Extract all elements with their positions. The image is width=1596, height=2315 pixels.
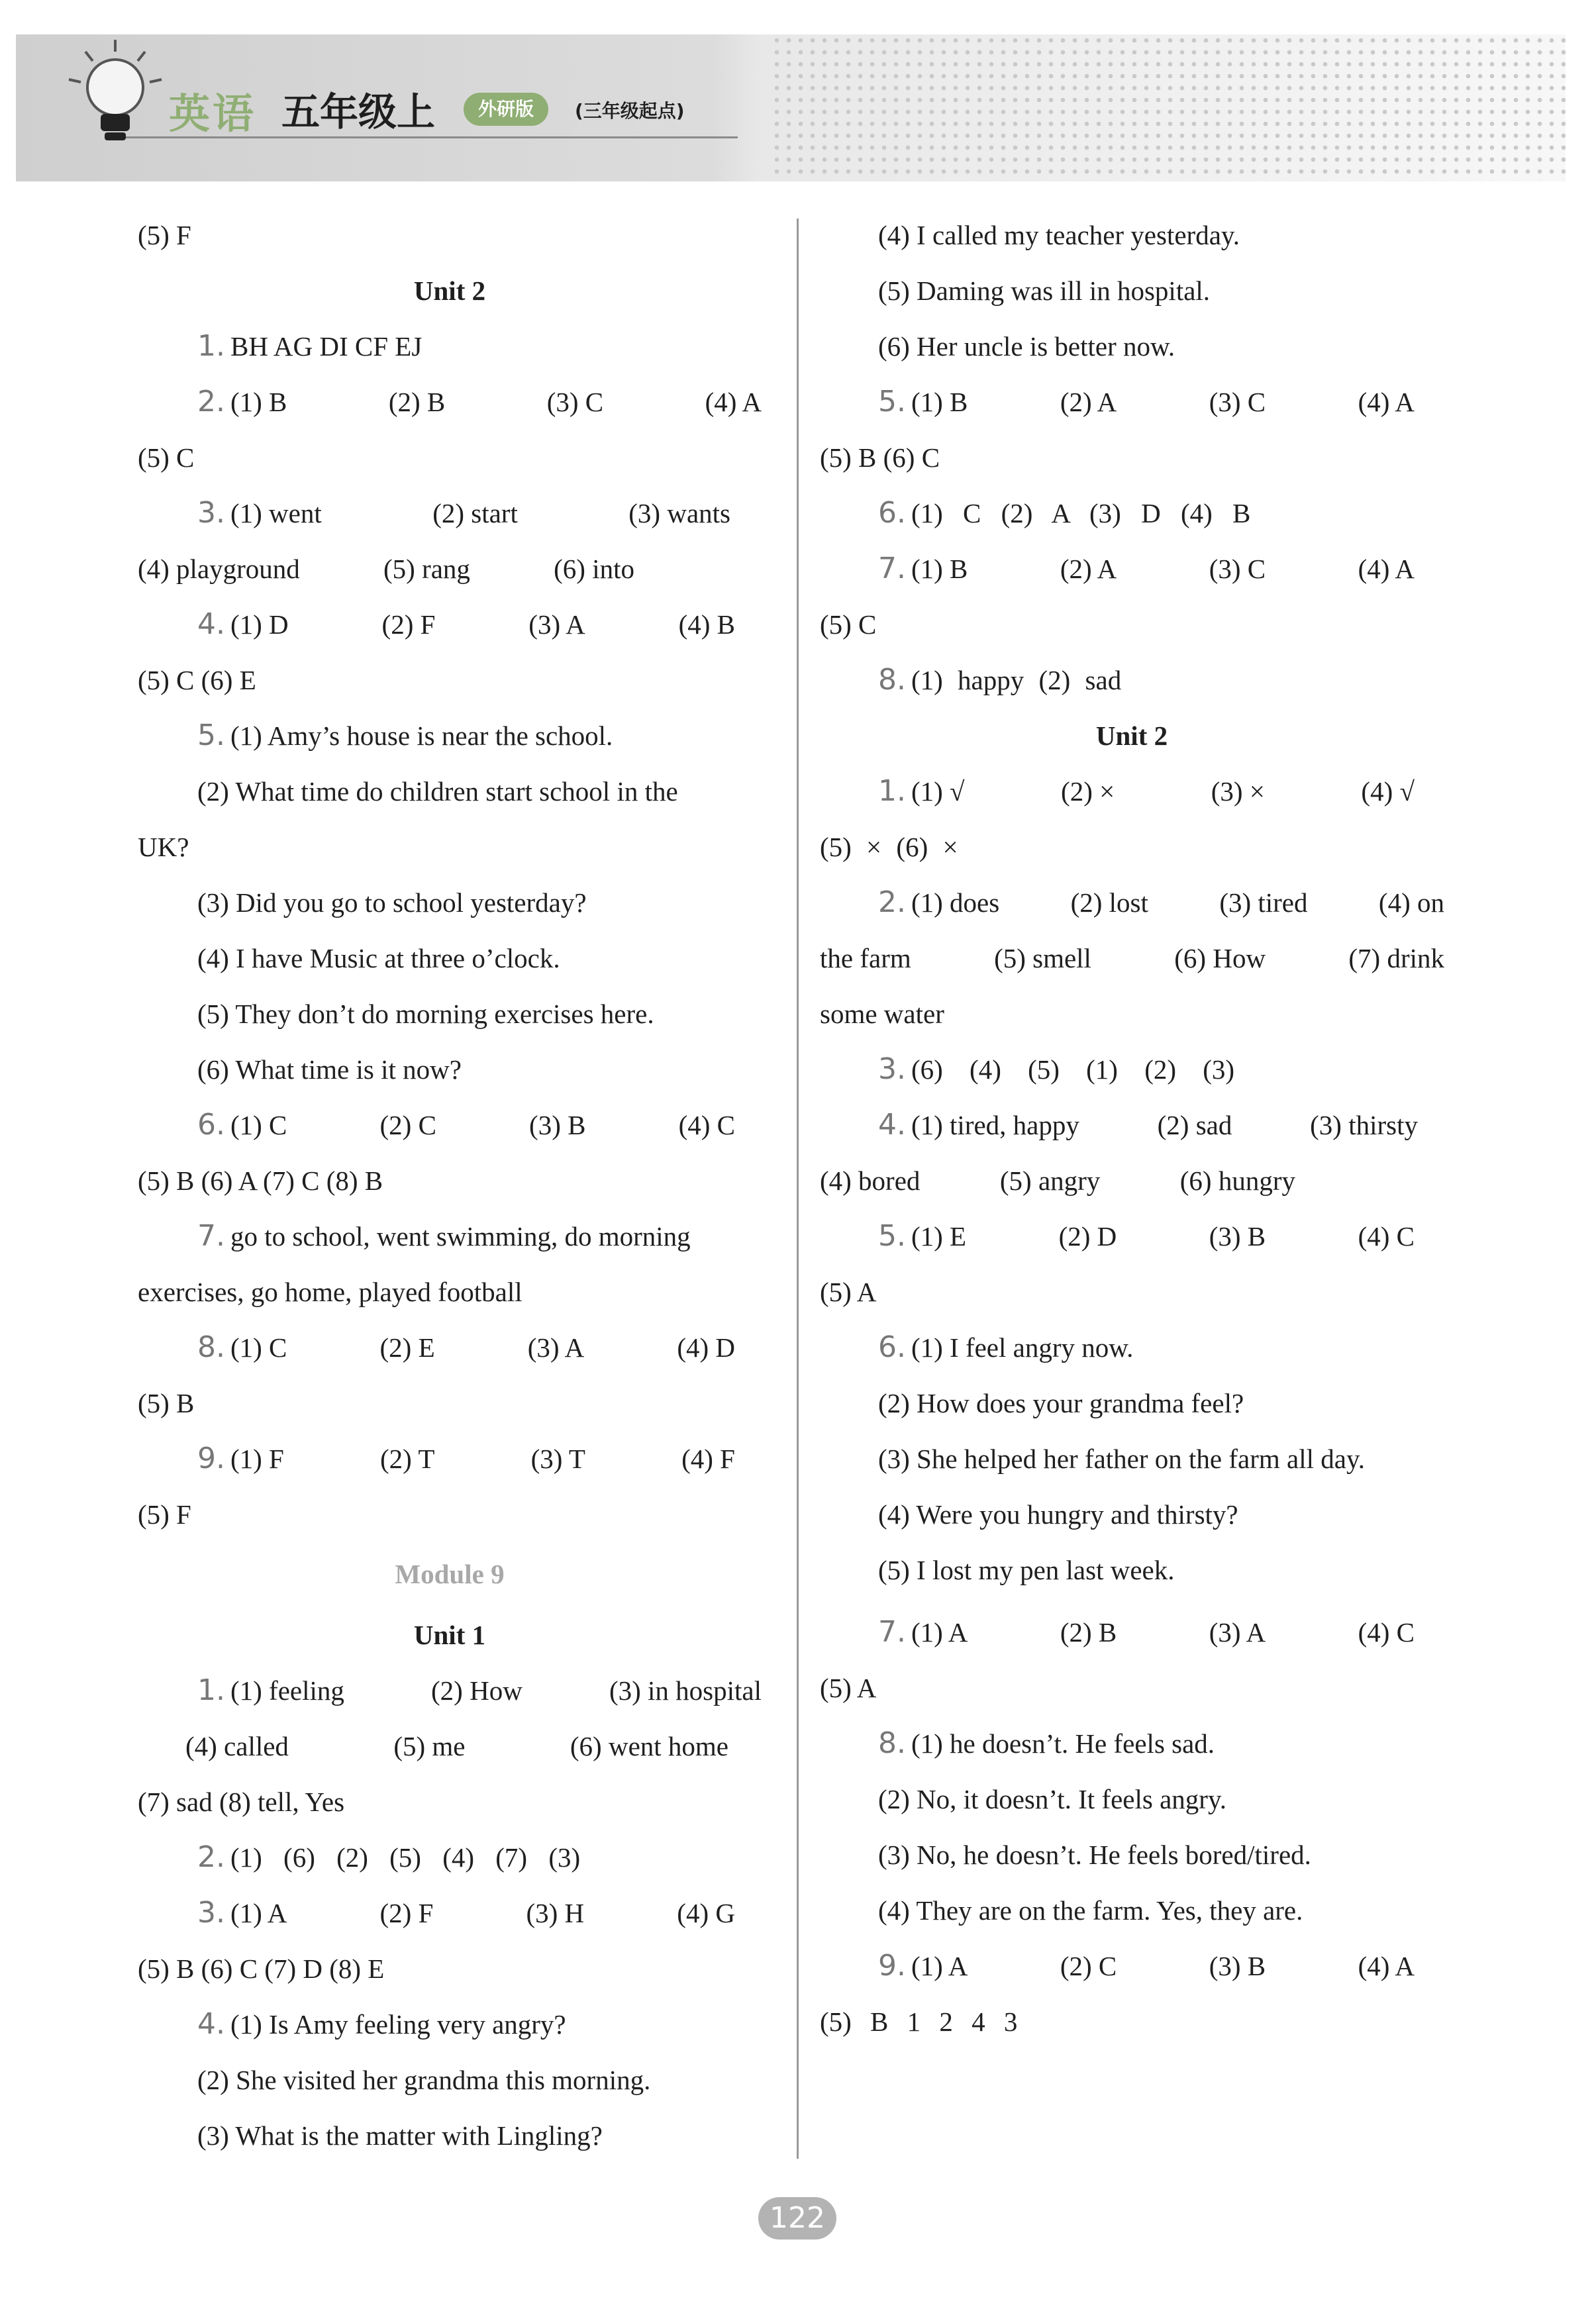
- answer-item: (3) B: [1209, 1951, 1266, 1981]
- question-1: [197, 330, 422, 363]
- answer-line: (4) I called my teacher yesterday.: [878, 220, 1240, 250]
- answer-line: (5) B (6) C: [820, 442, 940, 473]
- question-number: 6.: [197, 1108, 225, 1142]
- answer-item: (4) F: [681, 1444, 735, 1474]
- answer-item: (1) A: [230, 1898, 287, 1928]
- answer-item: (3) C: [1209, 554, 1266, 584]
- answer-line: some water: [820, 999, 944, 1029]
- answer-line: (2) She visited her grandma this morning.: [197, 2065, 651, 2095]
- answer-item: (3) A: [528, 609, 585, 640]
- answer-item: (2) A: [1060, 554, 1117, 584]
- question-number: 2.: [878, 885, 906, 919]
- question-7: [878, 552, 1415, 585]
- edition-badge: 外研版: [464, 93, 548, 126]
- answer-item: (4) called: [185, 1731, 289, 1761]
- answer-item: (1) B: [230, 387, 287, 417]
- answer-line: [185, 1730, 728, 1763]
- answer-item: (4) playground: [138, 554, 300, 584]
- question-6: [197, 1108, 735, 1142]
- question-number: 7.: [878, 552, 906, 585]
- answer-item: the farm: [820, 943, 911, 973]
- question-number: 3.: [197, 1896, 225, 1930]
- unit-heading: Unit 2: [1095, 720, 1168, 751]
- answer-item: (4) C: [1358, 1617, 1415, 1648]
- question-number: 9.: [197, 1442, 225, 1475]
- answer-item: (5) angry: [999, 1165, 1101, 1196]
- question-number: 9.: [878, 1949, 906, 1983]
- answer-line: (5) B: [138, 1388, 195, 1418]
- unit-heading: Unit 1: [413, 1620, 486, 1650]
- unit2-question-8: [878, 1727, 1215, 1760]
- answer-item: (4) on: [1378, 887, 1444, 918]
- answer-text: (1) C (2) A (3) D (4) B: [911, 498, 1251, 528]
- question-number: 4.: [197, 607, 225, 641]
- answer-line: (6) What time is it now?: [197, 1054, 462, 1085]
- answer-item: (3) thirsty: [1310, 1110, 1418, 1140]
- answer-item: (2) E: [379, 1332, 435, 1363]
- lightbulb-icon: [49, 26, 175, 159]
- answer-item: (2) B: [1060, 1617, 1117, 1648]
- question-9: [197, 1442, 735, 1475]
- question-number: 1.: [197, 1673, 225, 1707]
- column-divider: [797, 219, 799, 2159]
- answer-item: (4) A: [1358, 1951, 1415, 1981]
- answer-item: (4) A: [705, 387, 762, 417]
- answer-line: (5) A: [820, 1673, 877, 1703]
- answer-text: (1) I feel angry now.: [911, 1332, 1134, 1363]
- answer-item: (4) A: [1358, 387, 1415, 417]
- answer-text: go to school, went swimming, do morning: [230, 1221, 691, 1252]
- answer-text: (1) happy (2) sad: [911, 665, 1122, 695]
- answer-item: (5) smell: [994, 943, 1091, 973]
- answer-item: (1) went: [230, 498, 322, 528]
- question-7: [197, 1220, 691, 1253]
- answer-line: (7) sad (8) tell, Yes: [138, 1787, 345, 1817]
- module9-question-2: [197, 1841, 580, 1874]
- answer-text: (1) Is Amy feeling very angry?: [230, 2009, 566, 2040]
- answer-line: (3) Did you go to school yesterday?: [197, 887, 587, 918]
- answer-item: (1) B: [911, 554, 968, 584]
- answer-line: (5) F: [138, 1499, 191, 1530]
- answer-line: (5) C (6) E: [138, 665, 256, 695]
- question-number: 1.: [878, 774, 906, 808]
- question-number: 8.: [197, 1330, 225, 1364]
- answer-item: (2) F: [381, 609, 436, 640]
- unit2-question-3: [878, 1053, 1234, 1086]
- answer-item: (2) A: [1060, 387, 1117, 417]
- answer-item: (2) ×: [1061, 776, 1115, 807]
- answer-item: (1) A: [911, 1951, 968, 1981]
- start-level: (三年级起点): [575, 100, 685, 122]
- question-number: 7.: [197, 1219, 225, 1253]
- unit2-question-4: [878, 1108, 1418, 1142]
- answer-item: (6) hungry: [1179, 1165, 1295, 1196]
- answer-item: (3) C: [546, 387, 604, 417]
- answer-item: (7) drink: [1348, 943, 1444, 973]
- answer-item: (2) lost: [1070, 887, 1148, 918]
- answer-item: (2) C: [379, 1110, 436, 1140]
- answer-item: (3) ×: [1211, 776, 1265, 807]
- unit2-question-6: [878, 1331, 1133, 1364]
- module9-question-4: [197, 2008, 566, 2041]
- answer-line: (5) A: [820, 1277, 877, 1307]
- question-number: 6.: [878, 496, 906, 530]
- unit2-question-2: [878, 886, 1444, 919]
- answer-item: (4) B: [678, 609, 735, 640]
- answer-line: (5) I lost my pen last week.: [878, 1555, 1175, 1585]
- answer-line: [820, 942, 1444, 975]
- answer-item: (1) D: [230, 609, 289, 640]
- answer-text: (1) (6) (2) (5) (4) (7) (3): [230, 1842, 581, 1873]
- answer-item: (1) √: [911, 776, 965, 807]
- module9-question-3: [197, 1896, 735, 1930]
- question-number: 8.: [878, 1726, 906, 1760]
- unit2-question-7: [878, 1616, 1415, 1649]
- question-number: 6.: [878, 1330, 906, 1364]
- question-number: 8.: [878, 663, 906, 697]
- answer-line: [820, 1164, 1295, 1197]
- answer-item: (5) me: [393, 1731, 466, 1761]
- answer-line: (2) How does your grandma feel?: [878, 1388, 1244, 1418]
- unit-heading: Unit 2: [413, 275, 486, 306]
- answer-item: (1) tired, happy: [911, 1110, 1079, 1140]
- answer-line: (4) I have Music at three o’clock.: [197, 943, 560, 973]
- answer-item: (1) A: [911, 1617, 968, 1648]
- answer-text: (1) he doesn’t. He feels sad.: [911, 1728, 1215, 1759]
- answer-item: (2) start: [432, 498, 518, 528]
- answer-item: (1) E: [911, 1221, 967, 1252]
- question-number: 1.: [197, 329, 225, 363]
- question-6: [878, 497, 1250, 530]
- answer-item: (1) C: [230, 1332, 287, 1363]
- answer-item: (1) C: [230, 1110, 287, 1140]
- grade-title: 五年级上: [281, 89, 436, 134]
- answer-line: (6) Her uncle is better now.: [878, 331, 1175, 362]
- answer-item: (2) D: [1058, 1221, 1117, 1252]
- answer-text: (6) (4) (5) (1) (2) (3): [911, 1054, 1235, 1085]
- answer-item: (2) B: [388, 387, 446, 417]
- subject-title: 英语: [169, 89, 257, 138]
- answer-item: (2) How: [431, 1675, 523, 1706]
- answer-item: (4) bored: [820, 1165, 921, 1196]
- answer-item: (1) F: [230, 1444, 284, 1474]
- answer-line: (5) C: [820, 609, 877, 640]
- answer-item: (4) C: [1358, 1221, 1415, 1252]
- answer-item: (4) D: [677, 1332, 735, 1363]
- answer-item: (5) rang: [383, 554, 470, 584]
- answer-line: (3) What is the matter with Lingling?: [197, 2120, 603, 2151]
- question-number: 2.: [197, 385, 225, 419]
- answer-item: (3) in hospital: [609, 1675, 762, 1706]
- question-8: [878, 664, 1121, 697]
- answer-line: (5) × (6) ×: [820, 832, 958, 862]
- question-number: 4.: [878, 1108, 906, 1142]
- answer-line: UK?: [138, 832, 189, 862]
- answer-item: (2) C: [1060, 1951, 1117, 1981]
- answer-item: (4) √: [1361, 776, 1415, 807]
- question-number: 5.: [878, 1219, 906, 1253]
- unit2-question-9: [878, 1949, 1415, 1983]
- answer-item: (6) How: [1174, 943, 1266, 973]
- question-2: [197, 385, 762, 419]
- question-number: 3.: [878, 1052, 906, 1086]
- answer-line: exercises, go home, played football: [138, 1277, 523, 1307]
- answer-item: (3) A: [1209, 1617, 1266, 1648]
- header-dot-pattern: [771, 34, 1566, 181]
- answer-line: (3) No, he doesn’t. He feels bored/tired.: [878, 1840, 1311, 1870]
- answer-item: (3) C: [1209, 387, 1266, 417]
- answer-line: [138, 552, 634, 585]
- answer-item: (3) T: [530, 1444, 585, 1474]
- answer-line: (4) They are on the farm. Yes, they are.: [878, 1895, 1303, 1926]
- answer-line: (4) Were you hungry and thirsty?: [878, 1499, 1238, 1530]
- question-number: 7.: [878, 1615, 906, 1649]
- answer-item: (4) C: [678, 1110, 735, 1140]
- answer-text: (1) Amy’s house is near the school.: [230, 720, 613, 751]
- answer-line: (2) What time do children start school in the: [197, 776, 678, 807]
- answer-line: (2) No, it doesn’t. It feels angry.: [878, 1784, 1227, 1814]
- answer-item: (2) F: [379, 1898, 434, 1928]
- unit2-question-5: [878, 1220, 1415, 1253]
- answer-item: (3) tired: [1219, 887, 1308, 918]
- answer-item: (1) B: [911, 387, 968, 417]
- answer-line: (5) F: [138, 220, 191, 250]
- question-5: [197, 719, 613, 752]
- answer-line: (5) B (6) A (7) C (8) B: [138, 1165, 383, 1196]
- answer-item: (6) into: [554, 554, 634, 584]
- answer-item: (4) A: [1358, 554, 1415, 584]
- module9-question-1: [197, 1674, 762, 1707]
- answer-line: (3) She helped her father on the farm all day.: [878, 1444, 1366, 1474]
- question-number: 4.: [197, 2007, 225, 2041]
- answer-item: (1) feeling: [230, 1675, 344, 1706]
- answer-item: (3) A: [527, 1332, 585, 1363]
- answer-item: (2) sad: [1157, 1110, 1232, 1140]
- module-heading: Module 9: [395, 1559, 505, 1589]
- answer-item: (2) T: [380, 1444, 435, 1474]
- question-4: [197, 608, 735, 641]
- answer-item: (3) H: [526, 1898, 585, 1928]
- answer-line: (5) B (6) C (7) D (8) E: [138, 1953, 385, 1984]
- answer-text: BH AG DI CF EJ: [230, 331, 423, 362]
- unit2-question-1: [878, 775, 1415, 808]
- answer-item: (1) does: [911, 887, 1000, 918]
- question-5: [878, 385, 1415, 419]
- answer-item: (3) wants: [628, 498, 730, 528]
- answer-line: (5) B 1 2 4 3: [820, 2006, 1018, 2037]
- question-3: [197, 497, 730, 530]
- answer-item: (3) B: [529, 1110, 586, 1140]
- answer-item: (3) B: [1209, 1221, 1266, 1252]
- answer-item: (4) G: [677, 1898, 735, 1928]
- answer-line: (5) C: [138, 442, 195, 473]
- page-number: 122: [758, 2197, 836, 2240]
- answer-line: (5) They don’t do morning exercises here.: [197, 999, 654, 1029]
- question-number: 2.: [197, 1840, 225, 1874]
- question-8: [197, 1331, 735, 1364]
- answer-item: (6) went home: [570, 1731, 728, 1761]
- question-number: 5.: [878, 385, 906, 419]
- question-number: 3.: [197, 496, 225, 530]
- answer-line: (5) Daming was ill in hospital.: [878, 275, 1211, 306]
- question-number: 5.: [197, 718, 225, 752]
